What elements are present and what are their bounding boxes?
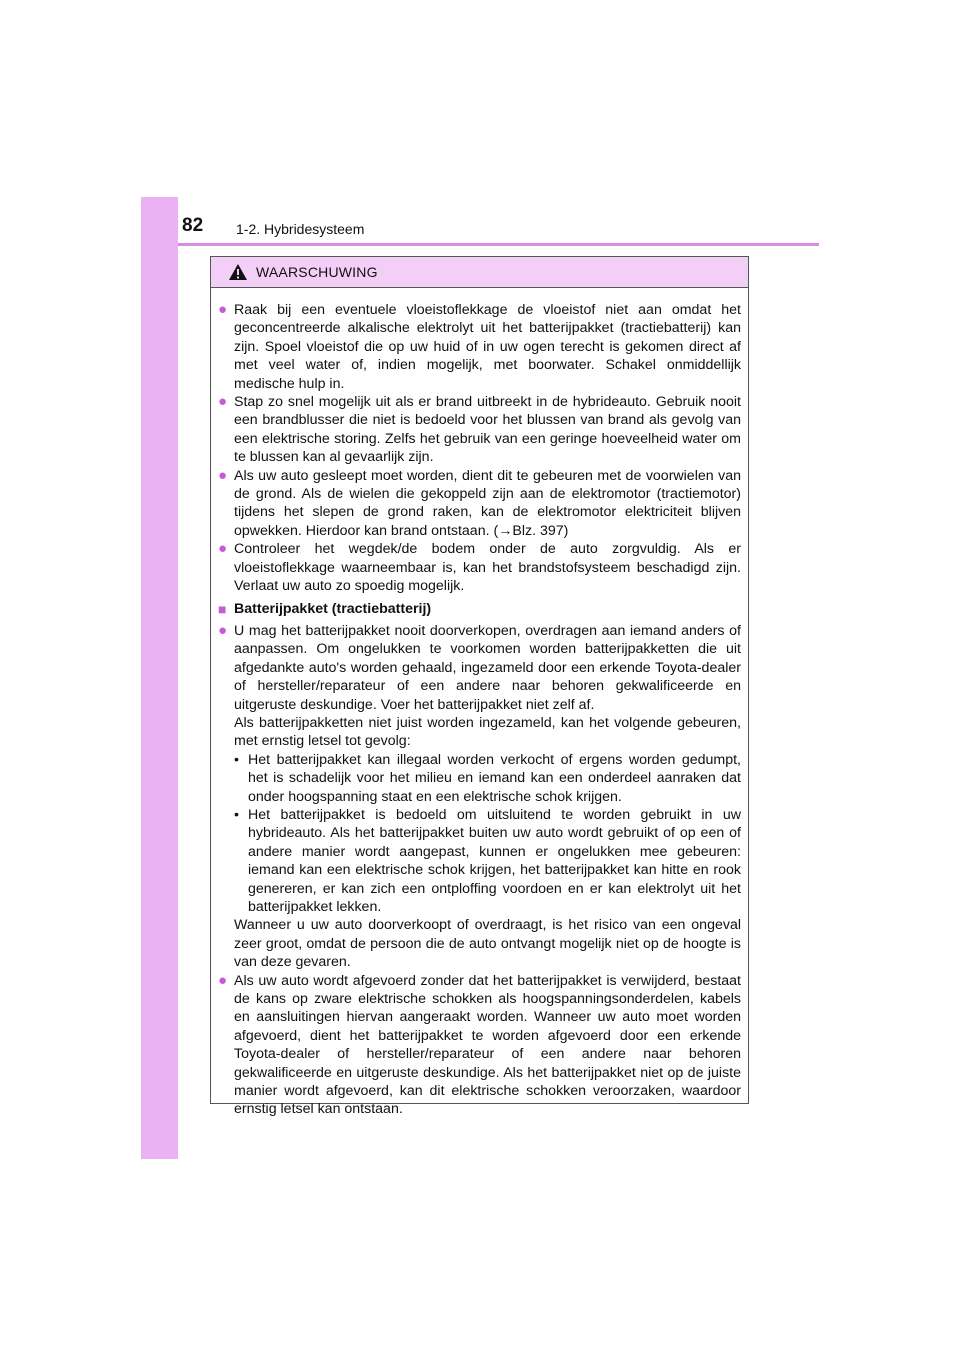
section-title: 1-2. Hybridesysteem [236, 221, 365, 237]
list-item [218, 622, 741, 972]
bullet-text: Als uw auto wordt afgevoerd zonder dat het batterijpakket is verwijderd, bestaat de kans op zware elektrische schokken als hoogspanningsonderdelen, kabels en aansluitingen hiervan aangeraakt worden. Wanneer uw auto moet worden afgevoerd, dient het batterijpakket te worden afgevoerd door een erkende Toyota-dealer of hersteller/reparateur of een andere naar behoren gekwalificeerde en uitgeruste deskundige. Als het batterijpakket niet op de juiste manier wordt afgevoerd, kan dit elektrische schokken veroorzaken, waardoor ernstig letsel kan ontstaan. [234, 972, 741, 1118]
bullet-icon: ● [218, 301, 228, 318]
bullet-text: Controleer het wegdek/de bodem onder de auto zorgvuldig. Als er vloeistoflekkage waarneembaar is, kan het brandstofsysteem beschadigd zijn. Verlaat uw auto zo spoedig mogelijk. [234, 541, 741, 595]
list-item [218, 467, 741, 541]
battery-heading-text: Batterijpakket (tractiebatterij) [234, 600, 432, 617]
warning-triangle-icon [228, 263, 248, 281]
battery-para: Als batterijpakketten niet juist worden ingezameld, kan het volgende gebeuren, met ernstig letsel tot gevolg: [234, 714, 741, 750]
bullet-text: Stap zo snel mogelijk uit als er brand uitbreekt in de hybrideauto. Gebruik nooit een brandblusser die niet is bedoeld voor het blussen van brand als gevolg van een elektrische storing. Zelfs het gebruik van een geringe hoeveelheid water om te blussen kan al gevaarlijk zijn. [234, 394, 741, 466]
header-rule [178, 243, 819, 246]
warning-body [211, 288, 748, 1119]
battery-heading [218, 600, 741, 618]
warning-title: WAARSCHUWING [256, 264, 378, 280]
sub-item-text: Het batterijpakket is bedoeld om uitsluitend te worden gebruikt in uw hybrideauto. Als het batterijpakket buiten uw auto wordt gebruikt of op een of andere manier wordt aangepast, kunnen er ongelukken mee gebeuren: iemand kan een elektrische schok krijgen, het batterijpakket kan hitte en rook genereren, er kan zich een ontploffing voordoen en er kan elektrolyt uit het batterijpakket lekken. [248, 806, 741, 915]
bullet-icon: ● [218, 540, 228, 558]
side-tab [141, 197, 178, 1159]
battery-bullet-content [234, 622, 741, 972]
list-item [218, 301, 741, 393]
sub-list-item [234, 751, 741, 806]
list-item [218, 972, 741, 1119]
sub-bullet-icon: • [234, 751, 239, 768]
bullet-text: Als uw auto gesleept moet worden, dient dit te gebeuren met de voorwielen van de grond. Als de wielen die gekoppeld zijn aan de elektromotor (tractiemotor) tijdens het slepen de grond raken, kan de elektromotor elektriciteit blijven opwekken. Hierdoor kan brand ontstaan. (→Blz. 397) [234, 467, 741, 539]
square-bullet-icon: ■ [218, 600, 227, 617]
battery-closing: Wanneer u uw auto doorverkoopt of overdraagt, is het risico van een ongeval zeer groot, omdat de persoon die de auto ontvangt mogelijk niet op de hoogte is van deze gevaren. [234, 917, 741, 971]
bullet-icon: ● [218, 971, 228, 989]
sub-list-item [234, 806, 741, 916]
list-item [218, 540, 741, 595]
warning-box [210, 256, 749, 1118]
bullet-icon: ● [218, 621, 228, 639]
sub-bullet-icon: • [234, 806, 239, 823]
warning-header [211, 257, 748, 288]
page-number: 82 [182, 215, 204, 236]
bullet-text: Raak bij een eventuele vloeistoflekkage de vloeistof niet aan omdat het geconcentreerde alkalische elektrolyt uit het batterijpakket (tractiebatterij) kan zijn. Spoel vloeistof die op uw huid of in uw ogen terecht is gekomen direct af met veel water of, indien mogelijk, met boorwater. Schakel onmiddellijk medische hulp in. [234, 302, 741, 392]
bullet-icon: ● [218, 393, 228, 411]
battery-intro: U mag het batterijpakket nooit doorverkopen, overdragen aan iemand anders of aanpassen. Om ongelukken te voorkomen worden batterijpakketten die uit afgedankte auto's worden gehaald, ingezameld door een erkende Toyota-dealer of hersteller/reparateur of een andere naar behoren gekwalificeerde en uitgeruste deskundige. Voer het batterijpakket niet zelf af. [234, 622, 741, 713]
sub-item-text: Het batterijpakket kan illegaal worden verkocht of ergens worden gedumpt, het is schadelijk voor het milieu en iemand kan een onderdeel aanraken dat onder hoogspanning staat en een elektrische schok krijgen. [248, 751, 741, 805]
list-item [218, 393, 741, 467]
bullet-icon: ● [218, 466, 228, 484]
